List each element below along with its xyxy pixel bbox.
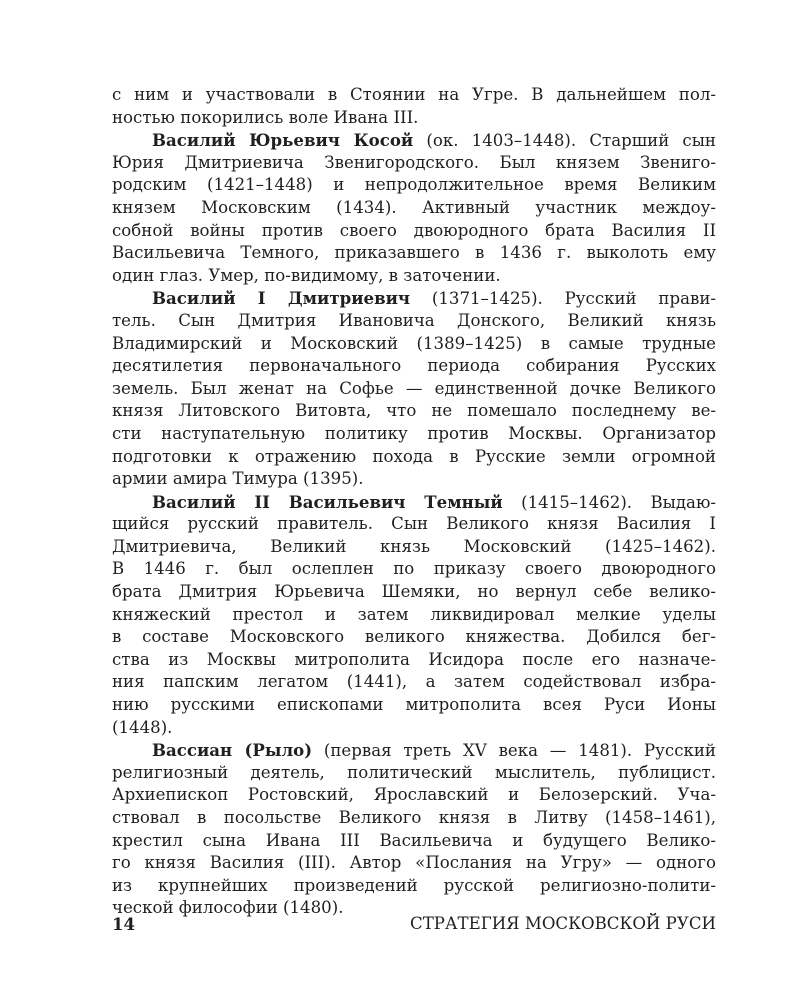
text-line: в составе Московского великого княжества. Добился бег- bbox=[112, 627, 716, 647]
text-line: княжеский престол и затем ликвидировал мелкие уделы bbox=[112, 604, 716, 624]
entry-vasily-kosoy bbox=[112, 129, 716, 287]
entry-heading: Василий II Васильевич Темный bbox=[152, 491, 503, 512]
entry-vasily-i bbox=[112, 287, 716, 490]
text-line: нию русскими епископами митрополита всея Руси Ионы bbox=[112, 695, 716, 715]
text-line: крестил сына Ивана III Васильевича и будущего Велико- bbox=[112, 830, 716, 850]
text-line: десятилетия первоначального периода собирания Русских bbox=[112, 356, 716, 376]
text-line: сти наступательную политику против Москвы. Организатор bbox=[112, 423, 716, 443]
text-line bbox=[112, 287, 716, 310]
entry-text: (ок. 1403–1448). Старший сын bbox=[413, 131, 716, 151]
text-line: Архиепископ Ростовский, Ярославский и Белозерский. Уча- bbox=[112, 785, 716, 805]
entry-heading: Вассиан (Рыло) bbox=[152, 740, 313, 761]
text-line: ствовал в посольстве Великого князя в Литву (1458–1461), bbox=[112, 808, 716, 827]
text-line: брата Дмитрия Юрьевича Шемяки, но вернул себе велико- bbox=[112, 582, 716, 602]
page-number: 14 bbox=[112, 914, 136, 934]
text-line: религиозный деятель, политический мыслитель, публицист. bbox=[112, 762, 716, 782]
entry-heading: Василий Юрьевич Косой bbox=[152, 130, 414, 151]
text-line bbox=[112, 739, 716, 762]
text-line: В 1446 г. был ослеплен по приказу своего двоюродного bbox=[112, 559, 716, 579]
text-line bbox=[112, 129, 716, 152]
text-line: ческой философии (1480). bbox=[112, 898, 344, 918]
text-line: один глаз. Умер, по-видимому, в заточении. bbox=[112, 265, 501, 285]
text-line: го князя Василия (III). Автор «Послания на Угру» — одного bbox=[112, 853, 716, 873]
text-line: подготовки к отражению похода в Русские земли огромной bbox=[112, 446, 716, 466]
text-line: ностью покорились воле Ивана III. bbox=[112, 107, 419, 127]
text-line: из крупнейших произведений русской религиозно-полити- bbox=[112, 875, 716, 895]
text-line: собной войны против своего двоюродного брата Василия II bbox=[112, 220, 716, 240]
paragraph-continuation bbox=[112, 84, 716, 129]
text-line: тель. Сын Дмитрия Ивановича Донского, Великий князь bbox=[112, 310, 716, 330]
entry-text: (1371–1425). Русский прави- bbox=[410, 289, 716, 309]
text-line: ния папским легатом (1441), а затем содействовал избра- bbox=[112, 672, 716, 692]
text-line: земель. Был женат на Софье — единственной дочке Великого bbox=[112, 378, 716, 398]
text-line: с ним и участвовали в Стоянии на Угре. В дальнейшем пол- bbox=[112, 85, 716, 104]
text-line: армии амира Тимура (1395). bbox=[112, 469, 364, 489]
text-line bbox=[112, 491, 716, 514]
text-line: щийся русский правитель. Сын Великого князя Василия I bbox=[112, 514, 716, 534]
text-line: ства из Москвы митрополита Исидора после его назначе- bbox=[112, 649, 716, 669]
page-body bbox=[112, 84, 716, 920]
page-footer bbox=[112, 912, 716, 936]
running-title: СТРАТЕГИЯ МОСКОВСКОЙ РУСИ bbox=[410, 914, 716, 933]
text-line: Юрия Дмитриевича Звенигородского. Был князем Звениго- bbox=[112, 152, 716, 172]
text-line: Васильевича Темного, приказавшего в 1436 г. выколоть ему bbox=[112, 243, 716, 263]
entry-vassian bbox=[112, 739, 716, 920]
text-line: (1448). bbox=[112, 717, 173, 737]
text-line: князем Московским (1434). Активный участник междоу- bbox=[112, 197, 716, 217]
text-line: Владимирский и Московский (1389–1425) в самые трудные bbox=[112, 333, 716, 353]
entry-text: (первая треть XV века — 1481). Русский bbox=[312, 741, 716, 761]
entry-vasily-ii bbox=[112, 491, 716, 740]
entry-heading: Василий I Дмитриевич bbox=[152, 288, 411, 309]
text-line: родским (1421–1448) и непродолжительное время Великим bbox=[112, 175, 716, 195]
text-line: князя Литовского Витовта, что не помешало последнему ве- bbox=[112, 401, 716, 421]
text-line: Дмитриевича, Великий князь Московский (1425–1462). bbox=[112, 536, 716, 556]
entry-text: (1415–1462). Выдаю- bbox=[502, 492, 716, 512]
